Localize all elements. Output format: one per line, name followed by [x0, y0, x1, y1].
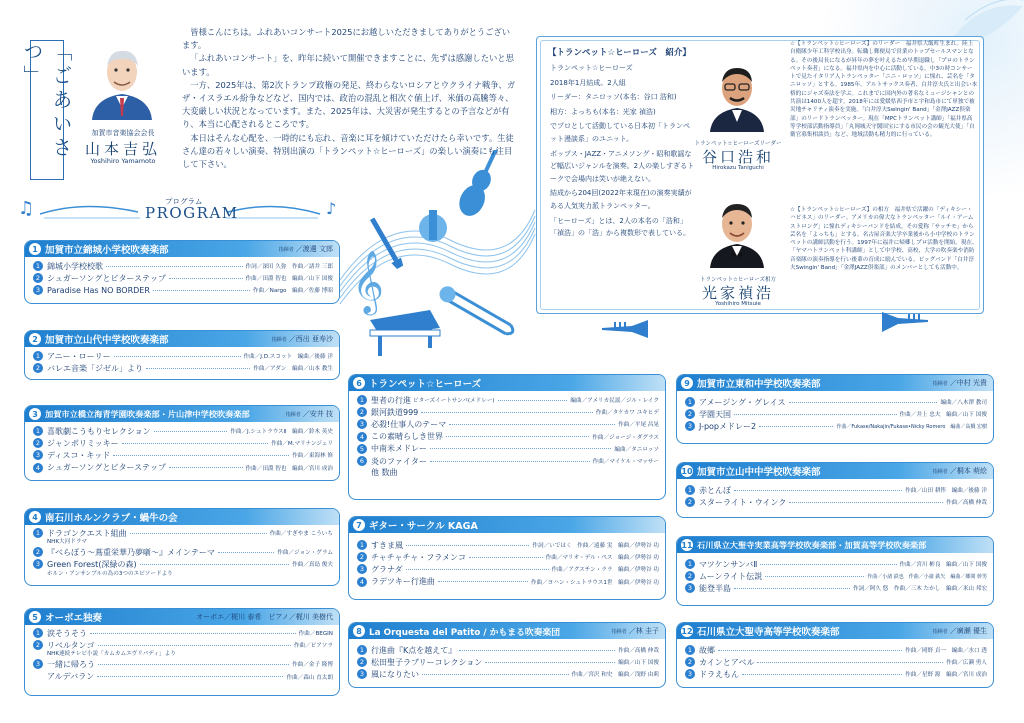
partner-name: 光家禎浩	[701, 284, 774, 302]
author-portrait	[86, 42, 158, 120]
box-title: 加賀市立錦城小学校吹奏楽部	[45, 245, 169, 256]
item-title: 錦城小学校校歌	[47, 261, 103, 271]
partner-bio: ☆【トランペット☆ヒーローズ】の相方 福井県で活躍の「ディキシー・ハピネス」のリーダー。アメリカの偉大なトランペッター「ルイ・アームストロング」に憧れディキシーバンドを結成。その愛称「サッチモ」から芸名を「よっちも」とする。名古屋音楽大学卒業後から小中学校のトランペットの講師活動を行う。1997年に福井に帰郷しプロ活動を開始。現在、「ヤマハトランペット科講師」として中学校、高校、大学の吹奏楽や消防音楽隊の演奏指導を行い後輩の育成に励んでいる。ビッグバンド「白井淳夫Swingin' Band」「金澤JAZZ倶楽部」のメンバーとしても活動中。	[790, 207, 978, 272]
program-subtitle: プログラム	[165, 197, 203, 206]
item-title: 炎のファイター	[371, 456, 427, 466]
box-header	[25, 406, 339, 422]
box-number: 4	[29, 511, 41, 523]
program-item	[33, 437, 333, 449]
box-number: 5	[29, 611, 41, 623]
greeting-paragraph: 一方、2025年は、第2次トランプ政権の発足、終わらないロシアとウクライナ戦争、ガザ・イスラエル紛争などなど、国内では、政治の混乱と相次ぐ値上げ、米価の高騰等々、大変厳しい状況となっています。また、2025年は、大災害が発生するとの予言などが有り、本当に心配されるところです。	[182, 79, 516, 130]
item-number: 2	[685, 571, 695, 581]
item-title: ドラゴンクエスト組曲	[47, 528, 127, 538]
item-credit: 編曲／アメリカ民謡／ジル・レイク	[570, 398, 659, 405]
item-credit: 作曲／岡野 貞一 編曲／水口 透	[905, 648, 987, 655]
box-number: 6	[353, 377, 365, 389]
trumpet-icon	[878, 310, 930, 336]
item-number: 1	[33, 261, 43, 271]
item-credit: 作詞／いではく 作曲／遠藤 実 編曲／伊勢谷 功	[532, 543, 659, 550]
program-item	[357, 576, 659, 588]
box-title: 石川県立大聖寺実業高等学校吹奏楽部・加賀高等学校吹奏楽部	[697, 539, 927, 550]
program-item	[357, 539, 659, 551]
heroes-line: リーダー：タニロッソ(本名：谷口 浩和)	[550, 93, 677, 102]
item-credit: 作曲／ヨハン・シュトラウス1世 編曲／伊勢谷 功	[530, 579, 659, 586]
leader-name: 谷口浩和	[701, 148, 774, 166]
item-credit: 作曲／広瀬 勇人	[946, 660, 987, 667]
item-credit: 編曲／タニロッソ	[614, 446, 659, 453]
heroes-line: でプロとして活動している日本初「トランペット漫談系」のユニット。	[550, 122, 690, 143]
item-title: シュガーソングとビターステップ	[47, 273, 166, 283]
item-number: 2	[33, 438, 43, 448]
partner-roman-name: Yoshihiro Mitsuie	[715, 301, 761, 307]
program-item	[33, 558, 333, 570]
music-staff-decoration	[330, 150, 540, 360]
box-title: 南石川ホルンクラブ・蝸牛の会	[45, 513, 178, 524]
program-item	[685, 484, 987, 496]
greeting-text	[182, 26, 518, 171]
item-credit: 作曲／山田 耕筰 編曲／後藤 洋	[905, 488, 987, 495]
program-item	[685, 644, 987, 656]
box-header	[349, 623, 665, 639]
program-item	[33, 260, 333, 272]
item-number: 1	[685, 397, 695, 407]
program-item	[357, 443, 659, 455]
program-box-9	[676, 374, 994, 444]
heroes-title: 【トランペット☆ヒーローズ 紹介】	[548, 48, 691, 58]
item-title: Paradise Has NO BORDER	[47, 285, 150, 295]
item-title: 故郷	[699, 645, 715, 655]
item-number: 6	[357, 456, 367, 466]
item-credit: 作曲／J.シュトラウスⅡ 編曲／鈴木 英史	[230, 429, 333, 436]
item-title: 学園天国	[699, 409, 731, 419]
item-title: アニー・ローリー	[47, 351, 111, 361]
program-item	[33, 527, 333, 539]
item-number: 4	[357, 577, 367, 587]
item-number: 2	[685, 409, 695, 419]
leader-roman-name: Hirokazu Taniguchi	[712, 165, 764, 171]
program-box-5	[24, 608, 340, 696]
leader-label: 指揮者	[285, 411, 301, 418]
item-credit: 編曲／八木澤 教司	[940, 400, 987, 407]
item-title: スターライト・ウインク	[699, 497, 787, 507]
box-leader: 指揮者 ／ 渡邊 文郎	[278, 245, 333, 253]
box-title: オーボエ独奏	[45, 613, 103, 624]
item-number: 3	[33, 285, 43, 295]
box-header	[25, 331, 339, 347]
leader-name: 桐本 萌絵	[956, 467, 987, 475]
item-credit: 作曲／Nargo 編曲／佐藤 博昭	[252, 288, 333, 295]
program-item	[33, 362, 333, 374]
item-number: 2	[357, 657, 367, 667]
program-box-12	[676, 622, 994, 688]
item-title: J-popメドレー2	[699, 421, 757, 431]
item-number: 2	[357, 407, 367, 417]
program-box-10	[676, 462, 994, 518]
item-title: 『べらぼう～蔦重栄華乃夢噺～』メインテーマ	[47, 547, 215, 557]
box-header	[349, 517, 665, 533]
item-title: 風になりたい	[371, 669, 419, 679]
heroes-line: ポップス・JAZZ・アニメソング・昭和歌謡など幅広いジャンルを演奏。2人の楽しすぎるトークで会場内は笑いが絶えない。	[550, 149, 695, 183]
item-title: 赤とんぼ	[699, 485, 731, 495]
svg-text:𝄞: 𝄞	[352, 250, 384, 313]
item-number: 3	[33, 559, 43, 569]
program-item	[685, 570, 987, 582]
program-item	[685, 668, 987, 680]
item-title: 松田聖子ラブリーコレクション	[371, 657, 483, 667]
box-leader: 指揮者 ／ 廣瀬 優生	[932, 627, 987, 635]
item-number: 3	[357, 564, 367, 574]
item-number: 1	[33, 351, 43, 361]
box-title: 加賀市立山中中学校吹奏楽部	[697, 467, 821, 478]
program-item	[33, 546, 333, 558]
box-number: 7	[353, 519, 365, 531]
item-number: 2	[685, 497, 695, 507]
box-title: 加賀市立東和中学校吹奏楽部	[697, 379, 821, 390]
greeting-paragraph: 本日はそんな心配を、一時的にも忘れ、音楽に耳を傾けていただけたら幸いです。生徒さん達の若々しい演奏、特別出演の「トランペット☆ヒーローズ」の楽しい演奏にも注目して下さい。	[182, 132, 514, 170]
item-credit: 作曲／東海林 修	[292, 453, 333, 460]
item-title: バレエ音楽「ジゼル」より	[47, 363, 143, 373]
box-number: 3	[29, 408, 41, 420]
item-number: 2	[33, 640, 43, 650]
item-number: 1	[33, 628, 43, 638]
item-credit: 作曲／マイケル・マッサー	[592, 459, 659, 466]
program-item	[685, 396, 987, 408]
leader-bio: ☆【トランペット☆ヒーローズ】のリーダー 福井県大飯町生まれ。陸上自衛隊少年工科学校出身。転職し郵便局で営業のトップセールスマンとなる。その後局長になるが昇年の夢を叶えるため早期退職し「プロのトランペット奏者」になる。福井県内を中心に活動している。中3の時コンサートで見たイタリア人トランペッター「ニニ・ロッソ」に憧れ、芸名を「タニロッソ」とする。1985年、アルトサックス奏者、白井淳夫氏と出会い本格的にジャズ奏法を学ぶ。これまでに国内外の著名なミュージシャンとの共演は1400人を超す。2018年には愛媛県西予市と宇和島市にて単独で被災地チャリティ演奏を実施。「白井淳夫Swingin' Band」「金澤JAZZ倶楽部」のリードトランペッター。現在「MPCトランペット講師」「福井県高等学校部活動指導員」「丸岡城天守閣国宝にする市民の会の観光大使」「自衛官募集相談員」など、地域活動も精力的に行っている。	[790, 41, 978, 139]
item-number: 4	[33, 463, 43, 473]
item-title: 涙そうそう	[47, 628, 87, 638]
heroes-line: 相方：よっちも(本名：光家 禎浩)	[550, 107, 656, 116]
greeting-paragraph: 「ふれあいコンサート」を、昨年に続いて開催できますことに、先ずは感謝したいと思います。	[182, 53, 514, 77]
item-credit: 作曲／宮川 彬良 編曲／山下 国俊	[899, 562, 987, 569]
box-title: 加賀市立山代中学校吹奏楽部	[45, 335, 169, 346]
item-number: 3	[685, 669, 695, 679]
item-note: NHK大河ドラマ	[47, 539, 88, 546]
program-item	[33, 272, 333, 284]
greeting-title: 「ごあいさつ」	[30, 40, 64, 180]
leader-role: トランペット☆ヒーローズリーダー	[694, 141, 782, 147]
item-credit: 作曲／高橋 伸哉	[946, 500, 987, 507]
program-box-1	[24, 240, 340, 304]
item-number: 3	[33, 450, 43, 460]
partner-portrait	[706, 196, 768, 268]
box-title: ギター・サークル KAGA	[369, 521, 478, 532]
box-header	[25, 609, 339, 625]
box-leader: 指揮者 ／ 中村 光貴	[932, 379, 987, 387]
leader-portrait	[706, 60, 768, 132]
item-title: すきま風	[371, 540, 403, 550]
leader-label: 指揮者	[271, 336, 287, 343]
trumpet-icon	[600, 318, 652, 340]
leader-name: 安井 技	[309, 410, 333, 418]
program-item	[33, 639, 333, 651]
item-title: Green Forest(深緑の森)	[47, 559, 137, 569]
box-number: 12	[681, 626, 693, 636]
item-credit: 作曲／Fukase/Nakajin/Fukase•Nicky Romero 編曲／高橋 宏樹	[836, 423, 987, 430]
item-title: カインとアベル	[699, 657, 755, 667]
program-item	[357, 668, 659, 680]
item-title: 能登半島	[699, 583, 731, 593]
program-title: PROGRAM	[145, 204, 239, 222]
item-credit: 作曲／森山 直太朗	[286, 674, 333, 681]
leader-name: 林 圭子	[635, 627, 659, 635]
box-leader: 指揮者 ／ 西出 亜寿沙	[271, 335, 333, 343]
item-credit: 作曲／ピアソラ	[293, 643, 333, 650]
item-title: ディスコ・キッド	[47, 450, 111, 460]
item-credit: 作曲／すぎやま こういち	[269, 531, 333, 538]
item-credit: 作曲／ジョージ・ダグラス	[592, 434, 659, 441]
leader-name: 渡邊 文郎	[302, 245, 333, 253]
item-extra: 他 数曲	[371, 468, 398, 478]
item-title: リベルタンゴ	[47, 640, 95, 650]
item-title: グラナダ	[371, 564, 403, 574]
box-title: トランペット☆ヒーローズ	[369, 379, 482, 390]
item-number: 2	[685, 657, 695, 667]
box-leader: 指揮者 ／ 安井 技	[285, 410, 333, 418]
item-credit: 作曲／平尾 昌晃	[618, 422, 659, 429]
item-credit: 作曲／マリオ・デル・ペス 編曲／伊勢谷 功	[545, 555, 659, 562]
box-leader: 指揮者 ／ 桐本 萌絵	[932, 467, 987, 475]
program-item	[33, 462, 333, 474]
program-item	[33, 350, 333, 362]
box-number: 11	[681, 540, 693, 550]
item-number: 3	[685, 583, 695, 593]
item-credit: 作曲／M.マリナンジェリ	[271, 441, 333, 448]
box-title: 加賀市立橋立海青学園吹奏楽部・片山津中学校吹奏楽部	[45, 408, 250, 419]
item-credit: 作曲／J.D.スコット 編曲／後藤 洋	[243, 354, 333, 361]
partner-role: トランペット☆ヒーローズ相方	[700, 277, 776, 283]
item-number: 3	[357, 419, 367, 429]
item-title: チャチャチャ・フラメンコ	[371, 552, 467, 562]
program-box-4	[24, 508, 340, 586]
item-title: ムーンライト伝説	[699, 571, 763, 581]
item-number: 1	[685, 559, 695, 569]
item-note: ホルン・アンサンブルの為の3つのエピソードより	[47, 570, 173, 577]
item-number: 1	[685, 485, 695, 495]
item-credit: 作曲／星野 源 編曲／宮川 成治	[905, 672, 987, 679]
item-title: マツケンサンバⅡ	[699, 559, 758, 569]
item-number: 1	[357, 540, 367, 550]
box-header	[25, 241, 339, 257]
program-item	[685, 408, 987, 420]
author-roman-name: Yoshihiro Yamamoto	[90, 157, 156, 165]
item-number: 2	[33, 273, 43, 283]
program-item	[357, 644, 659, 656]
item-title: この素晴らしき世界	[371, 432, 443, 442]
leader-label: 指揮者	[932, 380, 948, 387]
program-item	[33, 658, 333, 670]
program-item	[357, 563, 659, 575]
item-title: 行進曲『K点を越えて』	[371, 645, 457, 655]
program-item	[357, 551, 659, 563]
item-credit: 作曲／アダン 編曲／山本 教生	[253, 366, 333, 373]
item-credit: 作曲／真島 俊夫	[292, 562, 333, 569]
leader-label: 指揮者	[611, 628, 627, 635]
box-header	[677, 375, 993, 391]
program-item	[357, 431, 659, 443]
program-box-7	[348, 516, 666, 600]
item-number: 2	[33, 547, 43, 557]
author-role: 加賀市音楽協会会長	[91, 129, 155, 137]
program-item	[357, 394, 659, 406]
item-title: シュガーソングとビターステップ	[47, 463, 166, 473]
leader-name: 中村 光貴	[956, 379, 987, 387]
program-item	[357, 418, 659, 430]
leader-label: 指揮者	[932, 628, 948, 635]
box-title: 石川県立大聖寺高等学校吹奏楽部	[697, 627, 840, 638]
item-number: 5	[357, 444, 367, 454]
item-number: 1	[33, 528, 43, 538]
program-item	[685, 582, 987, 594]
leader-name: 西出 亜寿沙	[295, 335, 333, 343]
heroes-line: 「ヒーローズ」とは、2人の本名の「浩和」「禎浩」の「浩」から複数形で表している。	[550, 216, 690, 238]
item-number: 4	[357, 432, 367, 442]
program-item	[357, 406, 659, 418]
author-name: 山本吉弘	[84, 140, 161, 158]
item-number: 3	[33, 659, 43, 669]
item-credit: 作曲／金子 隆博	[292, 662, 333, 669]
box-number: 9	[681, 377, 693, 389]
item-credit: 作曲／田淵 智也 編曲／山下 国俊	[245, 276, 333, 283]
program-item	[685, 558, 987, 570]
program-item	[357, 455, 659, 467]
item-title: ラデツキー行進曲	[371, 577, 435, 587]
item-number: 1	[33, 426, 43, 436]
item-number: 1	[357, 395, 367, 405]
heroes-line: 結成から204回(2022年末現在)の演奏実績がある人気実力派トランペッター。	[550, 189, 692, 210]
program-box-11	[676, 536, 994, 606]
program-item	[685, 420, 987, 432]
program-box-2	[24, 330, 340, 380]
item-credit: 作曲／宮沢 和史 編曲／浅野 由莉	[571, 672, 659, 679]
item-title: 聖者の行進	[371, 395, 411, 405]
leader-label: 指揮者	[278, 246, 294, 253]
box-number: 1	[29, 243, 41, 255]
program-item	[33, 284, 333, 296]
program-box-6	[348, 374, 666, 500]
svg-text:♪: ♪	[326, 199, 337, 218]
item-credit: 編曲／山下 国俊	[618, 660, 659, 667]
item-title: 一緒に帰ろう	[47, 659, 95, 669]
item-title: 必殺!仕事人のテーマ	[371, 419, 447, 429]
program-item	[33, 627, 333, 639]
box-header	[677, 623, 993, 639]
heroes-description	[550, 62, 696, 242]
box-title: La Orquesta del Patito / かもまる吹奏楽団	[369, 627, 561, 638]
item-number: 1	[357, 645, 367, 655]
box-number: 2	[29, 333, 41, 345]
item-number: 2	[357, 552, 367, 562]
item-credit: 作曲／田淵 智也 編曲／宮川 成治	[245, 465, 333, 472]
item-credit: 作曲／BEGIN	[298, 631, 333, 638]
item-number: 3	[685, 421, 695, 431]
heroes-line: トランペット☆ヒーローズ	[550, 64, 633, 72]
box-header	[677, 463, 993, 479]
greeting-paragraph: 皆様こんにちは。ふれあいコンサート2025にお越しいただきましてありがとうございます。	[182, 27, 511, 51]
box-leader: 指揮者 ／ 林 圭子	[611, 627, 659, 635]
item-credit: 作曲／タケカワ ユキヒデ	[595, 410, 659, 417]
item-number: 3	[357, 669, 367, 679]
item-title: アメージング・グレイス	[699, 397, 786, 407]
item-title: 喜歌劇こうもりセレクション	[47, 426, 151, 436]
item-title: アルデバラン	[47, 672, 95, 682]
program-item	[685, 656, 987, 668]
item-credit: 作曲／ジョン・グラム	[277, 550, 333, 557]
item-credit: 作詞／阿久 悠 作曲／三木 たかし 編曲／米山 邦宏	[853, 586, 987, 593]
box-header	[25, 509, 339, 525]
program-item	[33, 449, 333, 461]
program-box-8	[348, 622, 666, 688]
item-title: ジャンボリミッキー	[47, 438, 119, 448]
leader-name: 廣瀬 優生	[956, 627, 987, 635]
item-credit: 作曲／小諸 鉄也 作曲／小諸 鉄矢 編曲／郷間 幹男	[867, 573, 987, 580]
program-item	[33, 425, 333, 437]
program-item	[33, 671, 333, 683]
svg-text:♫: ♫	[18, 198, 35, 219]
box-number: 8	[353, 625, 365, 637]
item-number: 1	[685, 645, 695, 655]
heroes-line: 2018年1月結成。2人組	[550, 78, 626, 87]
item-credit: 作詞／深田 久弥 作曲／諸井 三郎	[245, 264, 333, 271]
box-header	[677, 537, 993, 553]
item-credit: 作曲／アグスチン・ララ 編曲／伊勢谷 功	[551, 567, 659, 574]
box-performers: オーボエ／梶川 泰希 ピアノ／梶川 美樹代	[196, 613, 333, 621]
box-header	[349, 375, 665, 391]
leader-label: 指揮者	[932, 468, 948, 475]
program-box-3	[24, 405, 340, 481]
item-note: NHK連続テレビ小説「カムカムエヴリバディ」より	[47, 651, 176, 658]
item-title: 銀河鉄道999	[371, 407, 419, 417]
item-title: 中南米メドレー	[371, 444, 427, 454]
item-title: ドラえもん	[699, 669, 739, 679]
program-item	[685, 496, 987, 508]
item-subtitle: ビターズイートサンバ(メドレー)	[413, 398, 495, 405]
box-number: 10	[681, 466, 693, 476]
item-credit: 作曲／井上 忠夫 編曲／山下 国俊	[899, 412, 987, 419]
item-number: 2	[33, 363, 43, 373]
item-credit: 作曲／高橋 伸哉	[618, 648, 659, 655]
program-item	[357, 656, 659, 668]
